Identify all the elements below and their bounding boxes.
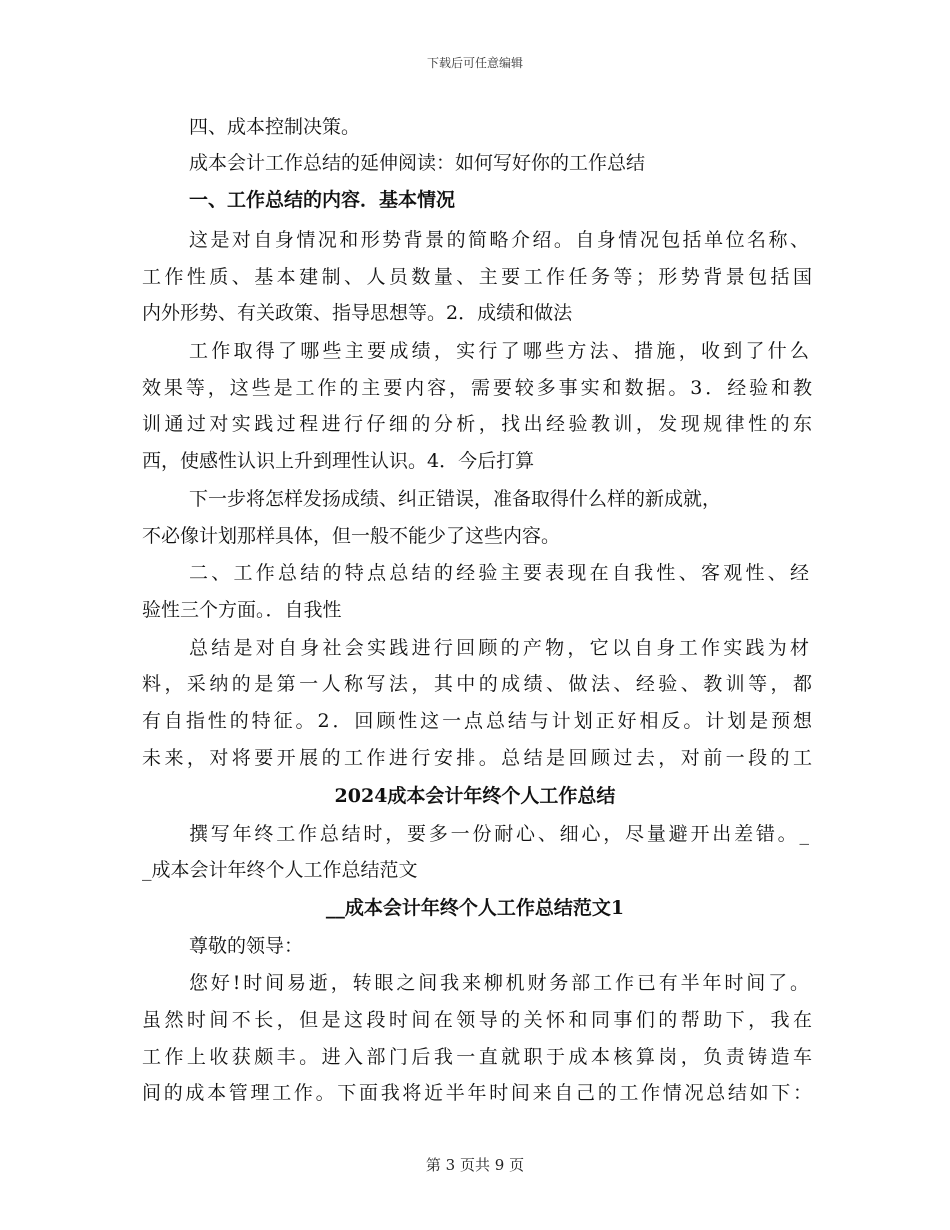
paragraph-line: 这是对自身情况和形势背景的简略介绍。自身情况包括单位名称、: [189, 229, 809, 251]
paragraph-line: 训通过对实践过程进行仔细的分析，找出经验教训，发现规律性的东: [142, 413, 812, 435]
paragraph-line: 间的成本管理工作。下面我将近半年时间来自己的工作情况总结如下：: [142, 1082, 812, 1104]
paragraph-line: 工作上收获颇丰。进入部门后我一直就职于成本核算岗，负责铸造车: [142, 1046, 812, 1068]
page-header: 下载后可任意编辑: [426, 56, 523, 70]
paragraph-line: 四、成本控制决策。: [189, 116, 361, 138]
paragraph-line: 总结是对自身社会实践进行回顾的产物，它以自身工作实践为材: [189, 637, 809, 659]
paragraph-line: 工作取得了哪些主要成绩，实行了哪些方法、措施，收到了什么: [189, 340, 809, 362]
paragraph-line: 有自指性的特征。2．回顾性这一点总结与计划正好相反。计划是预想: [142, 710, 812, 732]
page-footer: 第 3 页共 9 页: [425, 1156, 525, 1174]
paragraph-line: 撰写年终工作总结时，要多一份耐心、细心，尽量避开出差错。_: [189, 823, 809, 845]
paragraph-line: 内外形势、有关政策、指导思想等。2．成绩和做法: [142, 302, 573, 324]
paragraph-line: 下一步将怎样发扬成绩、纠正错误，准备取得什么样的新成就，: [189, 488, 722, 510]
section-heading: 一、工作总结的内容．基本情况: [189, 189, 456, 211]
paragraph-line: 验性三个方面。．自我性: [142, 599, 342, 621]
paragraph-line: 二、工作总结的特点总结的经验主要表现在自我性、客观性、经: [189, 562, 809, 584]
salutation: 尊敬的领导：: [189, 935, 304, 957]
paragraph-line: 成本会计工作总结的延伸阅读：如何写好你的工作总结: [189, 152, 646, 174]
paragraph-line: 效果等，这些是工作的主要内容，需要较多事实和数据。3．经验和教: [142, 377, 812, 399]
paragraph-line: 西，使感性认识上升到理性认识。4．今后打算: [142, 450, 535, 472]
subtitle-heading: __成本会计年终个人工作总结范文1: [325, 897, 625, 919]
paragraph-line: 料，采纳的是第一人称写法，其中的成绩、做法、经验、教训等，都: [142, 673, 812, 695]
paragraph-line: _成本会计年终个人工作总结范文: [142, 859, 418, 881]
paragraph-line: 未来，对将要开展的工作进行安排。总结是回顾过去，对前一段的工: [142, 747, 812, 769]
document-title: 2024成本会计年终个人工作总结: [334, 785, 616, 807]
paragraph-line: 虽然时间不长，但是这段时间在领导的关怀和同事们的帮助下，我在: [142, 1009, 812, 1031]
paragraph-line: 不必像计划那样具体，但一般不能少了这些内容。: [142, 525, 561, 547]
paragraph-line: 您好!时间易逝，转眼之间我来柳机财务部工作已有半年时间了。: [189, 972, 809, 994]
paragraph-line: 工作性质、基本建制、人员数量、主要工作任务等；形势背景包括国: [142, 266, 812, 288]
